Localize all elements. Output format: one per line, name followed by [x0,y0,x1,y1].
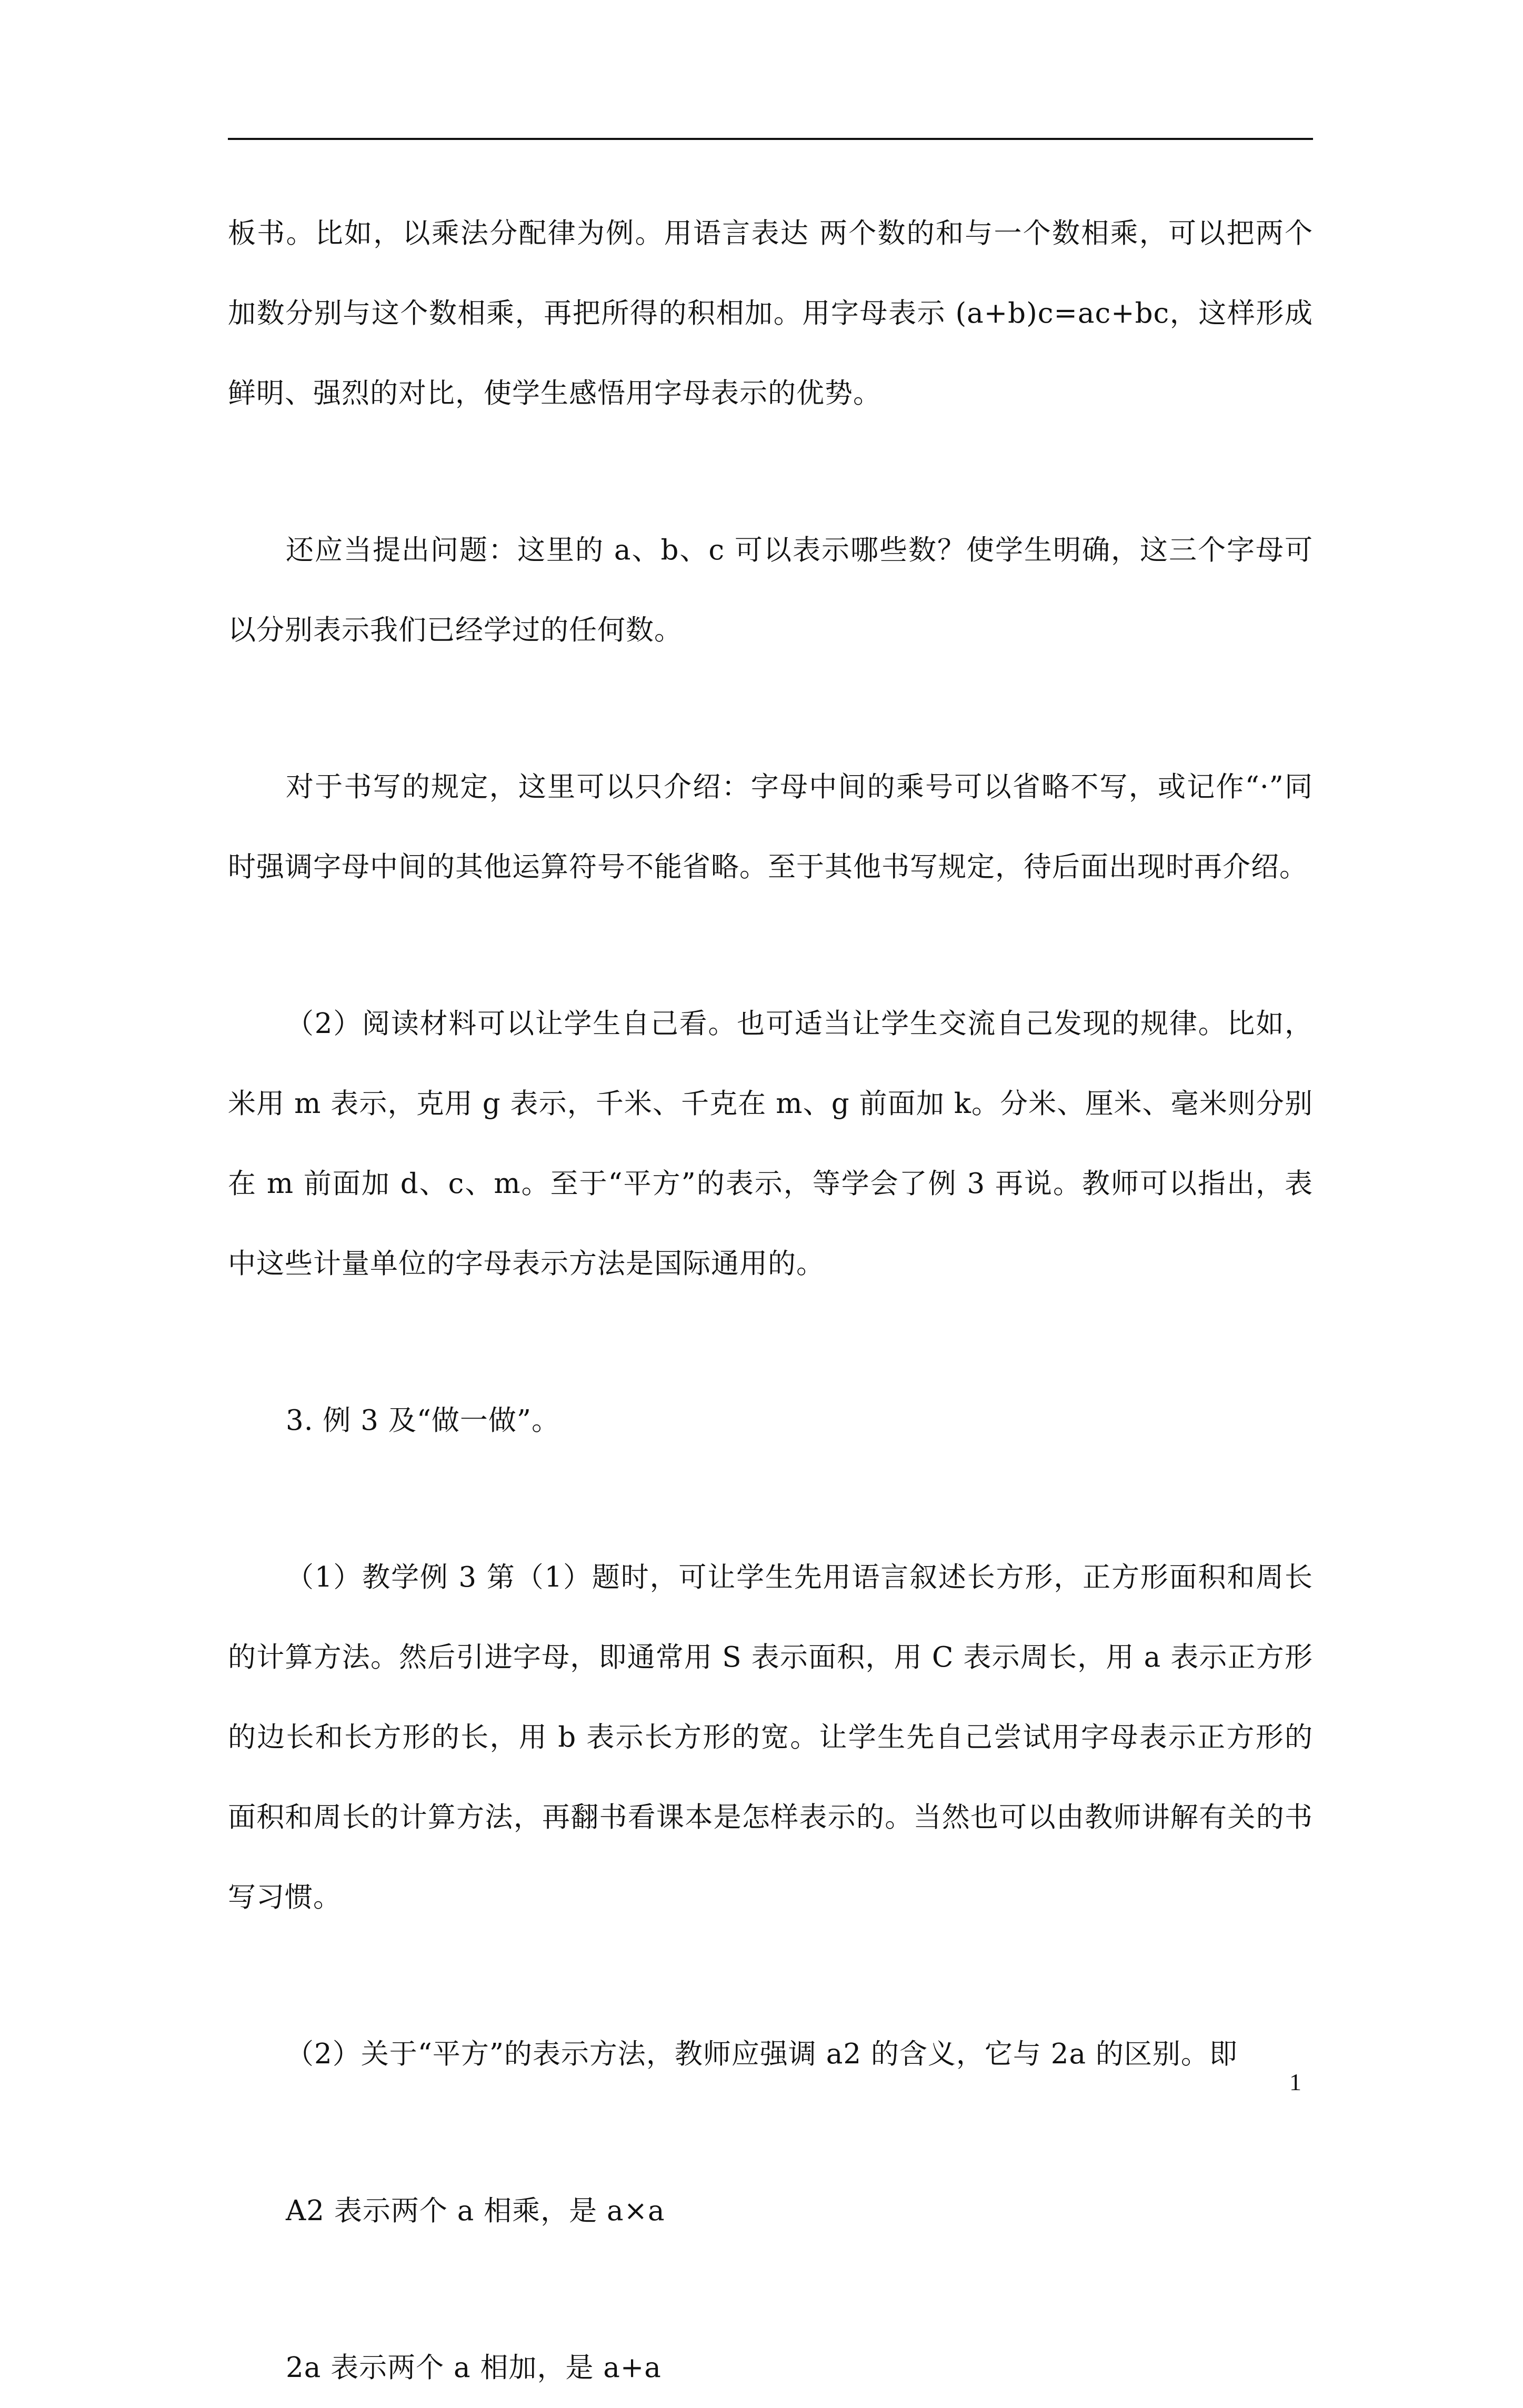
header-rule [228,138,1313,140]
page-number: 1 [1289,2069,1301,2095]
document-body [228,194,1313,2408]
paragraph-3: 对于书写的规定，这里可以只介绍：字母中间的乘号可以省略不写，或记作“·”同时强调字母中间的其他运算符号不能省略。至于其他书写规定，待后面出现时再介绍。 [228,771,1313,883]
paragraph-7: A2 表示两个 a 相乘，是 a×a [286,2195,665,2227]
paragraph-1: 板书。比如，以乘法分配律为例。用语言表达 两个数的和与一个数相乘，可以把两个加数分别与这个数相乘，再把所得的积相加。用字母表示 (a+b)c=ac+bc，这样形成鲜明、强烈的对比，使学生感悟用字母表示的优势。 [228,217,1313,409]
paragraph-5: （1）教学例 3 第（1）题时，可让学生先用语言叙述长方形，正方形面积和周长的计算方法。然后引进字母，即通常用 S 表示面积，用 C 表示周长，用 a 表示正方形的边长和长方形的长，用 b 表示长方形的宽。让学生先自己尝试用字母表示正方形的面积和周长的计算方法，再翻书看课本是怎样表示的。当然也可以由教师讲解有关的书写习惯。 [228,1561,1313,1913]
paragraph-6: （2）关于“平方”的表示方法，教师应强调 a2 的含义，它与 2a 的区别。即 [286,2038,1238,2070]
paragraph-2: 还应当提出问题：这里的 a、b、c 可以表示哪些数？使学生明确，这三个字母可以分别表示我们已经学过的任何数。 [228,534,1313,646]
paragraph-4: （2）阅读材料可以让学生自己看。也可适当让学生交流自己发现的规律。比如，米用 m 表示，克用 g 表示，千米、千克在 m、g 前面加 k。分米、厘米、毫米则分别在 m 前面加 d、c、m。至于“平方”的表示，等学会了例 3 再说。教师可以指出，表中这些计量单位的字母表示方法是国际通用的。 [228,1008,1313,1280]
paragraph-8: 2a 表示两个 a 相加，是 a+a [286,2352,662,2384]
section-heading: 3. 例 3 及“做一做”。 [286,1404,560,1437]
